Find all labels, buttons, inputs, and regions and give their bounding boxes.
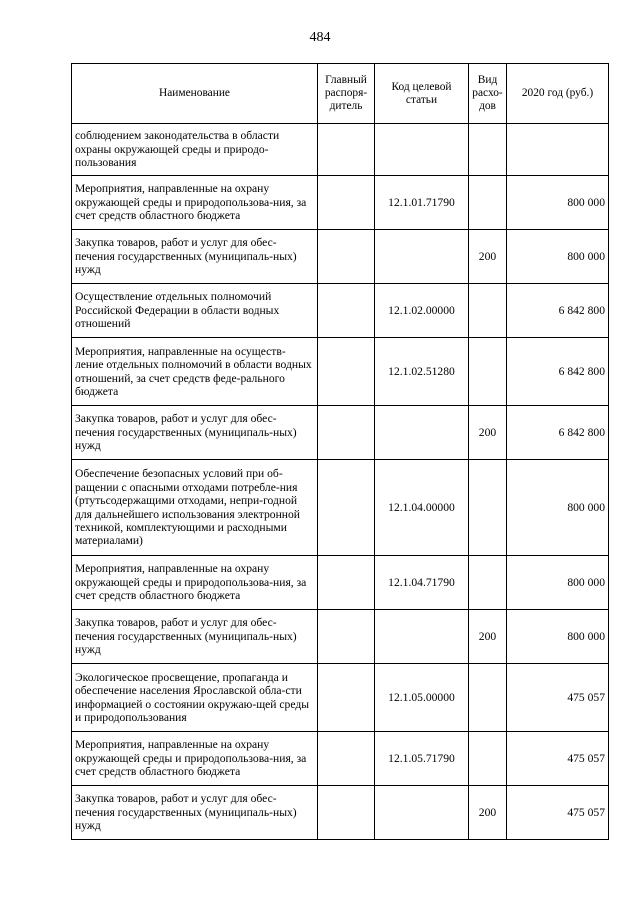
cell-target-code [375,124,469,176]
cell-name: Мероприятия, направленные на охрану окружающей среды и природопользова-ния, за счет средств областного бюджета [72,176,318,230]
cell-name: Осуществление отдельных полномочий Российской Федерации в области водных отношений [72,284,318,338]
cell-main-manager [318,556,375,610]
cell-target-code: 12.1.05.00000 [375,664,469,732]
cell-name: Закупка товаров, работ и услуг для обес-печения государственных (муниципаль-ных) нужд [72,406,318,460]
cell-expense-type [469,732,507,786]
cell-main-manager [318,460,375,556]
cell-expense-type [469,284,507,338]
cell-expense-type [469,664,507,732]
table-row [72,406,609,460]
cell-sum: 475 057 [507,664,609,732]
cell-sum: 475 057 [507,786,609,840]
cell-name: Мероприятия, направленные на охрану окружающей среды и природопользова-ния, за счет средств областного бюджета [72,732,318,786]
table-row [72,124,609,176]
cell-name: Мероприятия, направленные на охрану окружающей среды и природопользова-ния, за счет средств областного бюджета [72,556,318,610]
cell-sum: 800 000 [507,556,609,610]
table-row [72,732,609,786]
page-number: 484 [309,30,331,45]
table-row [72,786,609,840]
cell-main-manager [318,176,375,230]
cell-target-code: 12.1.02.00000 [375,284,469,338]
header-target-code: Код целевой статьи [375,64,469,124]
table-row [72,556,609,610]
cell-target-code: 12.1.01.71790 [375,176,469,230]
cell-sum: 6 842 800 [507,284,609,338]
header-name: Наименование [72,64,318,124]
cell-sum: 800 000 [507,230,609,284]
cell-name: Закупка товаров, работ и услуг для обес-печения государственных (муниципаль-ных) нужд [72,610,318,664]
cell-main-manager [318,732,375,786]
cell-main-manager [318,610,375,664]
table-row [72,338,609,406]
cell-sum: 800 000 [507,610,609,664]
cell-sum: 6 842 800 [507,406,609,460]
table-row [72,176,609,230]
cell-main-manager [318,338,375,406]
cell-name: Закупка товаров, работ и услуг для обес-печения государственных (муниципаль-ных) нужд [72,230,318,284]
table-row [72,664,609,732]
cell-main-manager [318,124,375,176]
header-main-manager: Главный распоря-дитель [318,64,375,124]
cell-target-code: 12.1.04.00000 [375,460,469,556]
table-row [72,284,609,338]
cell-main-manager [318,230,375,284]
cell-target-code: 12.1.05.71790 [375,732,469,786]
cell-target-code [375,786,469,840]
cell-target-code: 12.1.04.71790 [375,556,469,610]
cell-main-manager [318,664,375,732]
cell-expense-type [469,338,507,406]
cell-name: Мероприятия, направленные на осуществ-ление отдельных полномочий в области водных отношений, за счет средств феде-рального бюджета [72,338,318,406]
cell-expense-type [469,124,507,176]
cell-sum [507,124,609,176]
cell-expense-type: 200 [469,230,507,284]
table-row [72,460,609,556]
header-year-2020: 2020 год (руб.) [507,64,609,124]
cell-expense-type [469,556,507,610]
cell-sum: 800 000 [507,176,609,230]
cell-expense-type: 200 [469,610,507,664]
cell-target-code [375,610,469,664]
table-row [72,610,609,664]
cell-name: соблюдением законодательства в области охраны окружающей среды и природо-пользования [72,124,318,176]
cell-name: Закупка товаров, работ и услуг для обес-печения государственных (муниципаль-ных) нужд [72,786,318,840]
table-row [72,230,609,284]
cell-sum: 800 000 [507,460,609,556]
budget-table [71,63,609,840]
cell-sum: 6 842 800 [507,338,609,406]
cell-target-code [375,406,469,460]
cell-target-code [375,230,469,284]
cell-sum: 475 057 [507,732,609,786]
table-header-row [72,64,609,124]
cell-main-manager [318,406,375,460]
header-expense-type: Вид расхо-дов [469,64,507,124]
cell-main-manager [318,786,375,840]
cell-target-code: 12.1.02.51280 [375,338,469,406]
cell-expense-type [469,460,507,556]
cell-main-manager [318,284,375,338]
cell-expense-type [469,176,507,230]
cell-expense-type: 200 [469,786,507,840]
cell-name: Экологическое просвещение, пропаганда и обеспечение населения Ярославской обла-сти информацией о состоянии окружаю-щей среды и природопользования [72,664,318,732]
cell-expense-type: 200 [469,406,507,460]
cell-name: Обеспечение безопасных условий при об-ращении с опасными отходами потребле-ния (ртутьсодержащими отходами, непри-годной для дальнейшего использования электронной техникой, комплектующими и расходными материалами) [72,460,318,556]
